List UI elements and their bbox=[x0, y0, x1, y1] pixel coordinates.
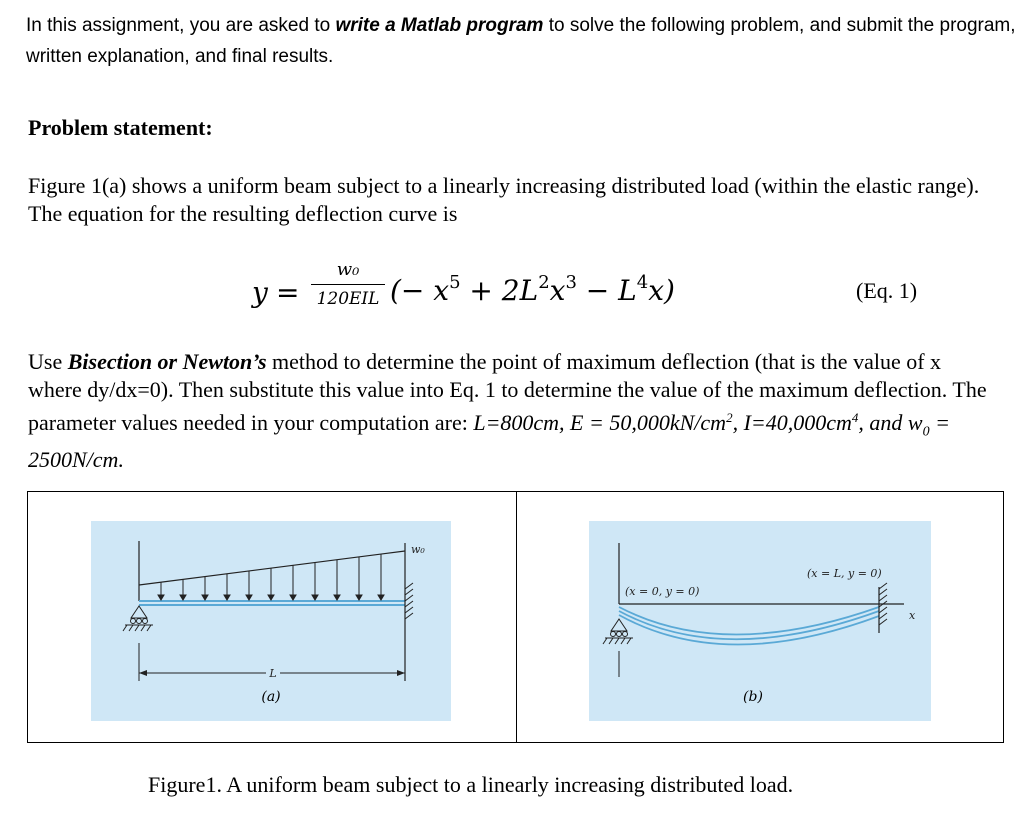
eq-exp-3: 3 bbox=[565, 272, 577, 293]
p2-param-I: , I=40,000cm bbox=[732, 410, 852, 435]
left-roller-support bbox=[123, 606, 153, 631]
eq-term-2: + 2L bbox=[460, 274, 539, 307]
eq-term-x: x bbox=[549, 274, 566, 307]
load-arrows bbox=[158, 554, 384, 600]
eq-term-3: − L bbox=[576, 274, 637, 307]
p2-text-1: Use bbox=[28, 349, 68, 374]
p2-methods: Bisection or Newton’s bbox=[67, 349, 267, 374]
length-label: L bbox=[269, 667, 277, 680]
dimension-arrow-right bbox=[397, 670, 405, 676]
right-boundary-condition: (x = L, y = 0) bbox=[807, 567, 882, 580]
equation-equals: = bbox=[276, 276, 300, 309]
panel-a-tag: (a) bbox=[261, 689, 281, 705]
p2-param-w-value: = 2500N/cm. bbox=[28, 410, 950, 473]
p2-param-L-E: L=800cm, E = 50,000kN/cm bbox=[473, 410, 727, 435]
x-axis-label: x bbox=[909, 609, 916, 622]
eq-exp-4: 4 bbox=[636, 272, 649, 293]
figure-caption: Figure1. A uniform beam subject to a linearly increasing distributed load. bbox=[148, 772, 794, 797]
eq-exp-2: 2 bbox=[538, 272, 550, 293]
load-envelope-line bbox=[139, 551, 405, 585]
right-wall-hatch bbox=[405, 583, 413, 619]
figure-frame bbox=[27, 491, 1004, 743]
equation-numerator: w₀ bbox=[336, 259, 360, 280]
equation-lhs: y bbox=[252, 276, 268, 309]
assignment-intro bbox=[26, 10, 1016, 72]
eq-close: x) bbox=[648, 274, 675, 307]
p2-sub-0: 0 bbox=[922, 424, 930, 440]
panel-b-tag: (b) bbox=[743, 689, 763, 705]
deflected-beam-curve-1 bbox=[619, 607, 879, 634]
eq-open: (− x bbox=[390, 274, 450, 307]
load-intensity-label: w₀ bbox=[411, 543, 425, 556]
equation-polynomial bbox=[390, 272, 675, 307]
left-pin-support bbox=[603, 619, 633, 644]
panel-a-beam-load bbox=[91, 521, 451, 721]
problem-statement-heading: Problem statement: bbox=[28, 115, 213, 140]
left-boundary-condition: (x = 0, y = 0) bbox=[625, 585, 700, 598]
beam-description-paragraph: Figure 1(a) shows a uniform beam subject to a linearly increasing distributed load (within the elastic range). The equation for the resulting deflection curve is bbox=[28, 173, 980, 226]
deflection-curve-diagram bbox=[589, 521, 931, 721]
method-instructions-paragraph bbox=[28, 348, 988, 474]
dimension-arrow-left bbox=[139, 670, 147, 676]
intro-emphasis: write a Matlab program bbox=[335, 15, 544, 36]
p2-sup-4: 4 bbox=[851, 410, 859, 425]
intro-text-start: In this assignment, you are asked to bbox=[26, 15, 336, 36]
equation-denominator: 120EIL bbox=[316, 289, 380, 309]
beam-load-diagram bbox=[91, 521, 451, 721]
intro-text-end: to solve the following problem, and submit the program, written explanation, and final results. bbox=[26, 15, 1016, 67]
p2-sup-2: 2 bbox=[726, 410, 733, 425]
figure-divider bbox=[516, 492, 517, 742]
eq-exp-5: 5 bbox=[449, 272, 461, 293]
p2-text-2: method to determine the point of maximum deflection (that is the value of x where dy/dx=0). Then substitute this value into Eq. 1 to determine the value of the maximum deflection. The parameter values needed in your computation are: bbox=[28, 349, 987, 435]
equation-fraction bbox=[308, 256, 388, 313]
p2-param-w: , and w bbox=[858, 410, 923, 435]
panel-b-deflection bbox=[589, 521, 931, 721]
equation-number: (Eq. 1) bbox=[856, 278, 918, 303]
